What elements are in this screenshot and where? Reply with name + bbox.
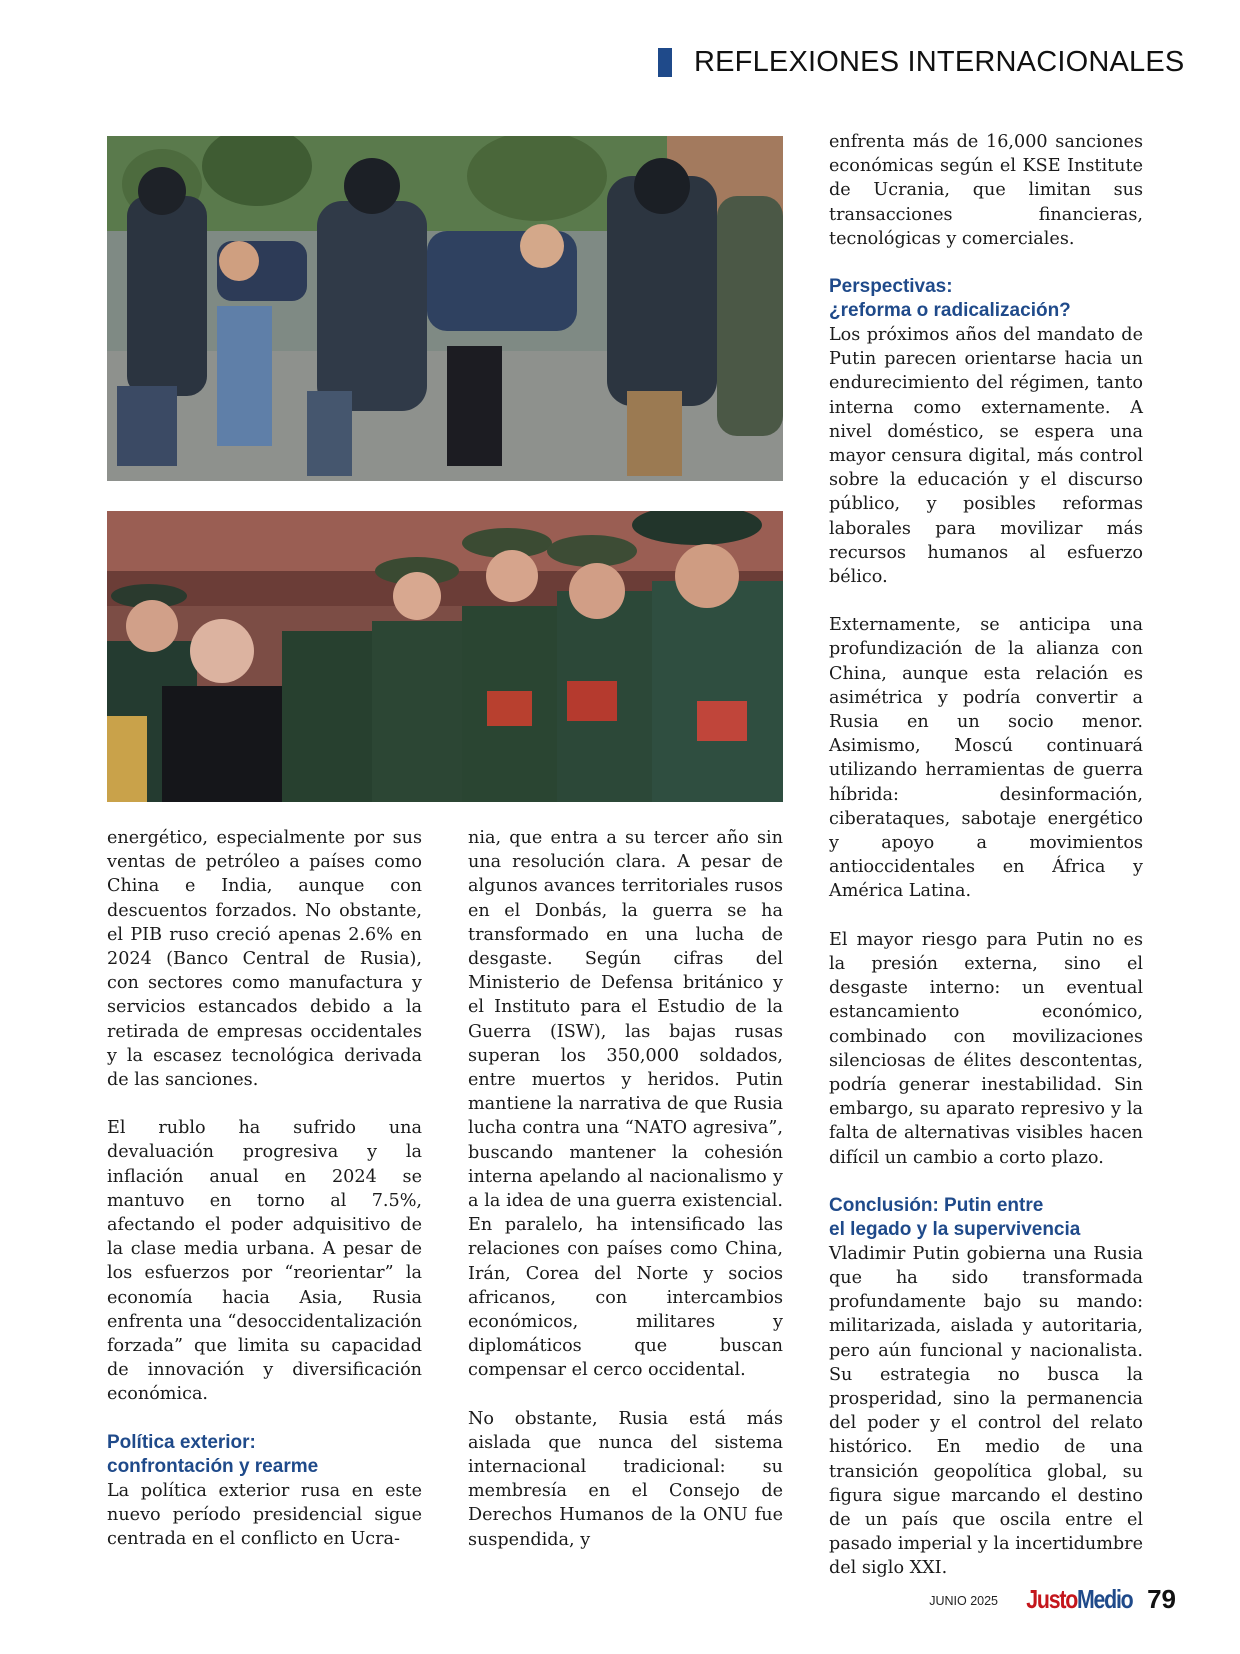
subheading-line: ¿reforma o radicalización? xyxy=(829,300,1071,322)
page-number: 79 xyxy=(1147,1584,1176,1614)
subheading-line: el legado y la supervivencia xyxy=(829,1218,1081,1240)
paragraph: Los próximos años del mandato de Putin parecen orientarse hacia un endurecimiento del régimen, tanto interna como externamente. A nivel doméstico, se espera una mayor censura digital, más control sobre la educación y el discurso público, y posibles reformas laborales para movilizar más recursos humanos al esfuerzo bélico. xyxy=(829,325,1143,588)
issue-date: JUNIO 2025 xyxy=(929,1594,998,1608)
paragraph: No obstante, Rusia está más aislada que nunca del sistema internacional tradicional: su membresía en el Consejo de Derechos Humanos de la ONU fue suspendida, y xyxy=(468,1408,783,1550)
section-marker xyxy=(658,48,672,77)
paragraph: El mayor riesgo para Putin no es la presión externa, sino el desgaste interno: un eventual estancamiento económico, combinado con movilizaciones silenciosas de élites descontentas, podría generar inestabilidad. Sin embargo, su aparato represivo y la falta de alternativas visibles hacen difícil un cambio a corto plazo. xyxy=(829,929,1143,1168)
text-column-2 xyxy=(468,826,783,1552)
text-column-3 xyxy=(829,130,1143,1581)
subheading-line: confrontación y rearme xyxy=(107,1455,319,1477)
paragraph: energético, especialmente por sus ventas de petróleo a países como China e India, aunque con descuentos forzados. No obstante, el PIB ruso creció apenas 2.6% en 2024 (Banco Central de Rusia), con sectores como manufactura y servicios estancados debido a la retirada de empresas occidentales y la escasez tecnológica derivada de las sanciones. xyxy=(107,828,422,1091)
paragraph: Vladimir Putin gobierna una Rusia que ha sido transformada profundamente bajo su mando: militarizada, aislada y autoritaria, pero aún funcional y nacionalista. Su estrategia no busca la prosperidad, sino la permanencia del poder y el control del relato histórico. En medio de una transición geopolítica global, su figura sigue marcando el destino de un país que oscila entre el pasado imperial y la incertidumbre del siglo XXI. xyxy=(829,1243,1143,1579)
subheading-line: Política exterior: xyxy=(107,1431,256,1453)
subheading-foreign-policy xyxy=(107,1431,422,1479)
paragraph: Externamente, se anticipa una profundización de la alianza con China, aunque esta relación es asimétrica y podría convertir a Rusia en un socio menor. Asimismo, Moscú continuará utilizando herramientas de guerra híbrida: desinformación, ciberataques, sabotaje energético y apoyo a movimientos antioccidentales en África y América Latina. xyxy=(829,615,1143,902)
logo-text: Justo xyxy=(1025,1584,1077,1614)
magazine-logo xyxy=(1026,1584,1132,1615)
logo-text: Medio xyxy=(1076,1584,1132,1614)
text-column-1 xyxy=(107,826,422,1551)
section-title: REFLEXIONES INTERNACIONALES xyxy=(694,46,1185,78)
subheading-line: Perspectivas: xyxy=(829,276,953,298)
subheading-line: Conclusión: Putin entre xyxy=(829,1194,1044,1216)
paragraph: enfrenta más de 16,000 sanciones económicas según el KSE Institute de Ucrania, que limitan sus transacciones financieras, tecnológicas y comerciales. xyxy=(829,132,1143,249)
photo-military-parade xyxy=(107,511,783,802)
subheading-perspectives xyxy=(829,275,1143,323)
photo-riot-police xyxy=(107,136,783,481)
paragraph: nia, que entra a su tercer año sin una resolución clara. A pesar de algunos avances territoriales rusos en el Donbás, la guerra se ha transformado en una lucha de desgaste. Según cifras del Ministerio de Defensa británico y el Instituto para el Estudio de la Guerra (ISW), las bajas rusas superan los 350,000 soldados, entre muertos y heridos. Putin mantiene la narrativa de que Rusia lucha contra una “NATO agresiva”, buscando mantener la cohesión interna apelando al nacionalismo y a la idea de una guerra existencial. En paralelo, ha intensificado las relaciones con países como China, Irán, Corea del Norte y socios africanos, con intercambios económicos, militares y diplomáticos que buscan compensar el cerco occidental. xyxy=(468,828,783,1381)
paragraph: La política exterior rusa en este nuevo período presidencial sigue centrada en el conflicto en Ucra- xyxy=(107,1480,422,1550)
paragraph: El rublo ha sufrido una devaluación progresiva y la inflación anual en 2024 se mantuvo en torno al 7.5%, afectando el poder adquisitivo de la clase media urbana. A pesar de los esfuerzos por “reorientar” la economía hacia Asia, Rusia enfrenta una “desoccidentalización forzada” que limita su capacidad de innovación y diversificación económica. xyxy=(107,1118,422,1405)
subheading-conclusion xyxy=(829,1194,1143,1242)
